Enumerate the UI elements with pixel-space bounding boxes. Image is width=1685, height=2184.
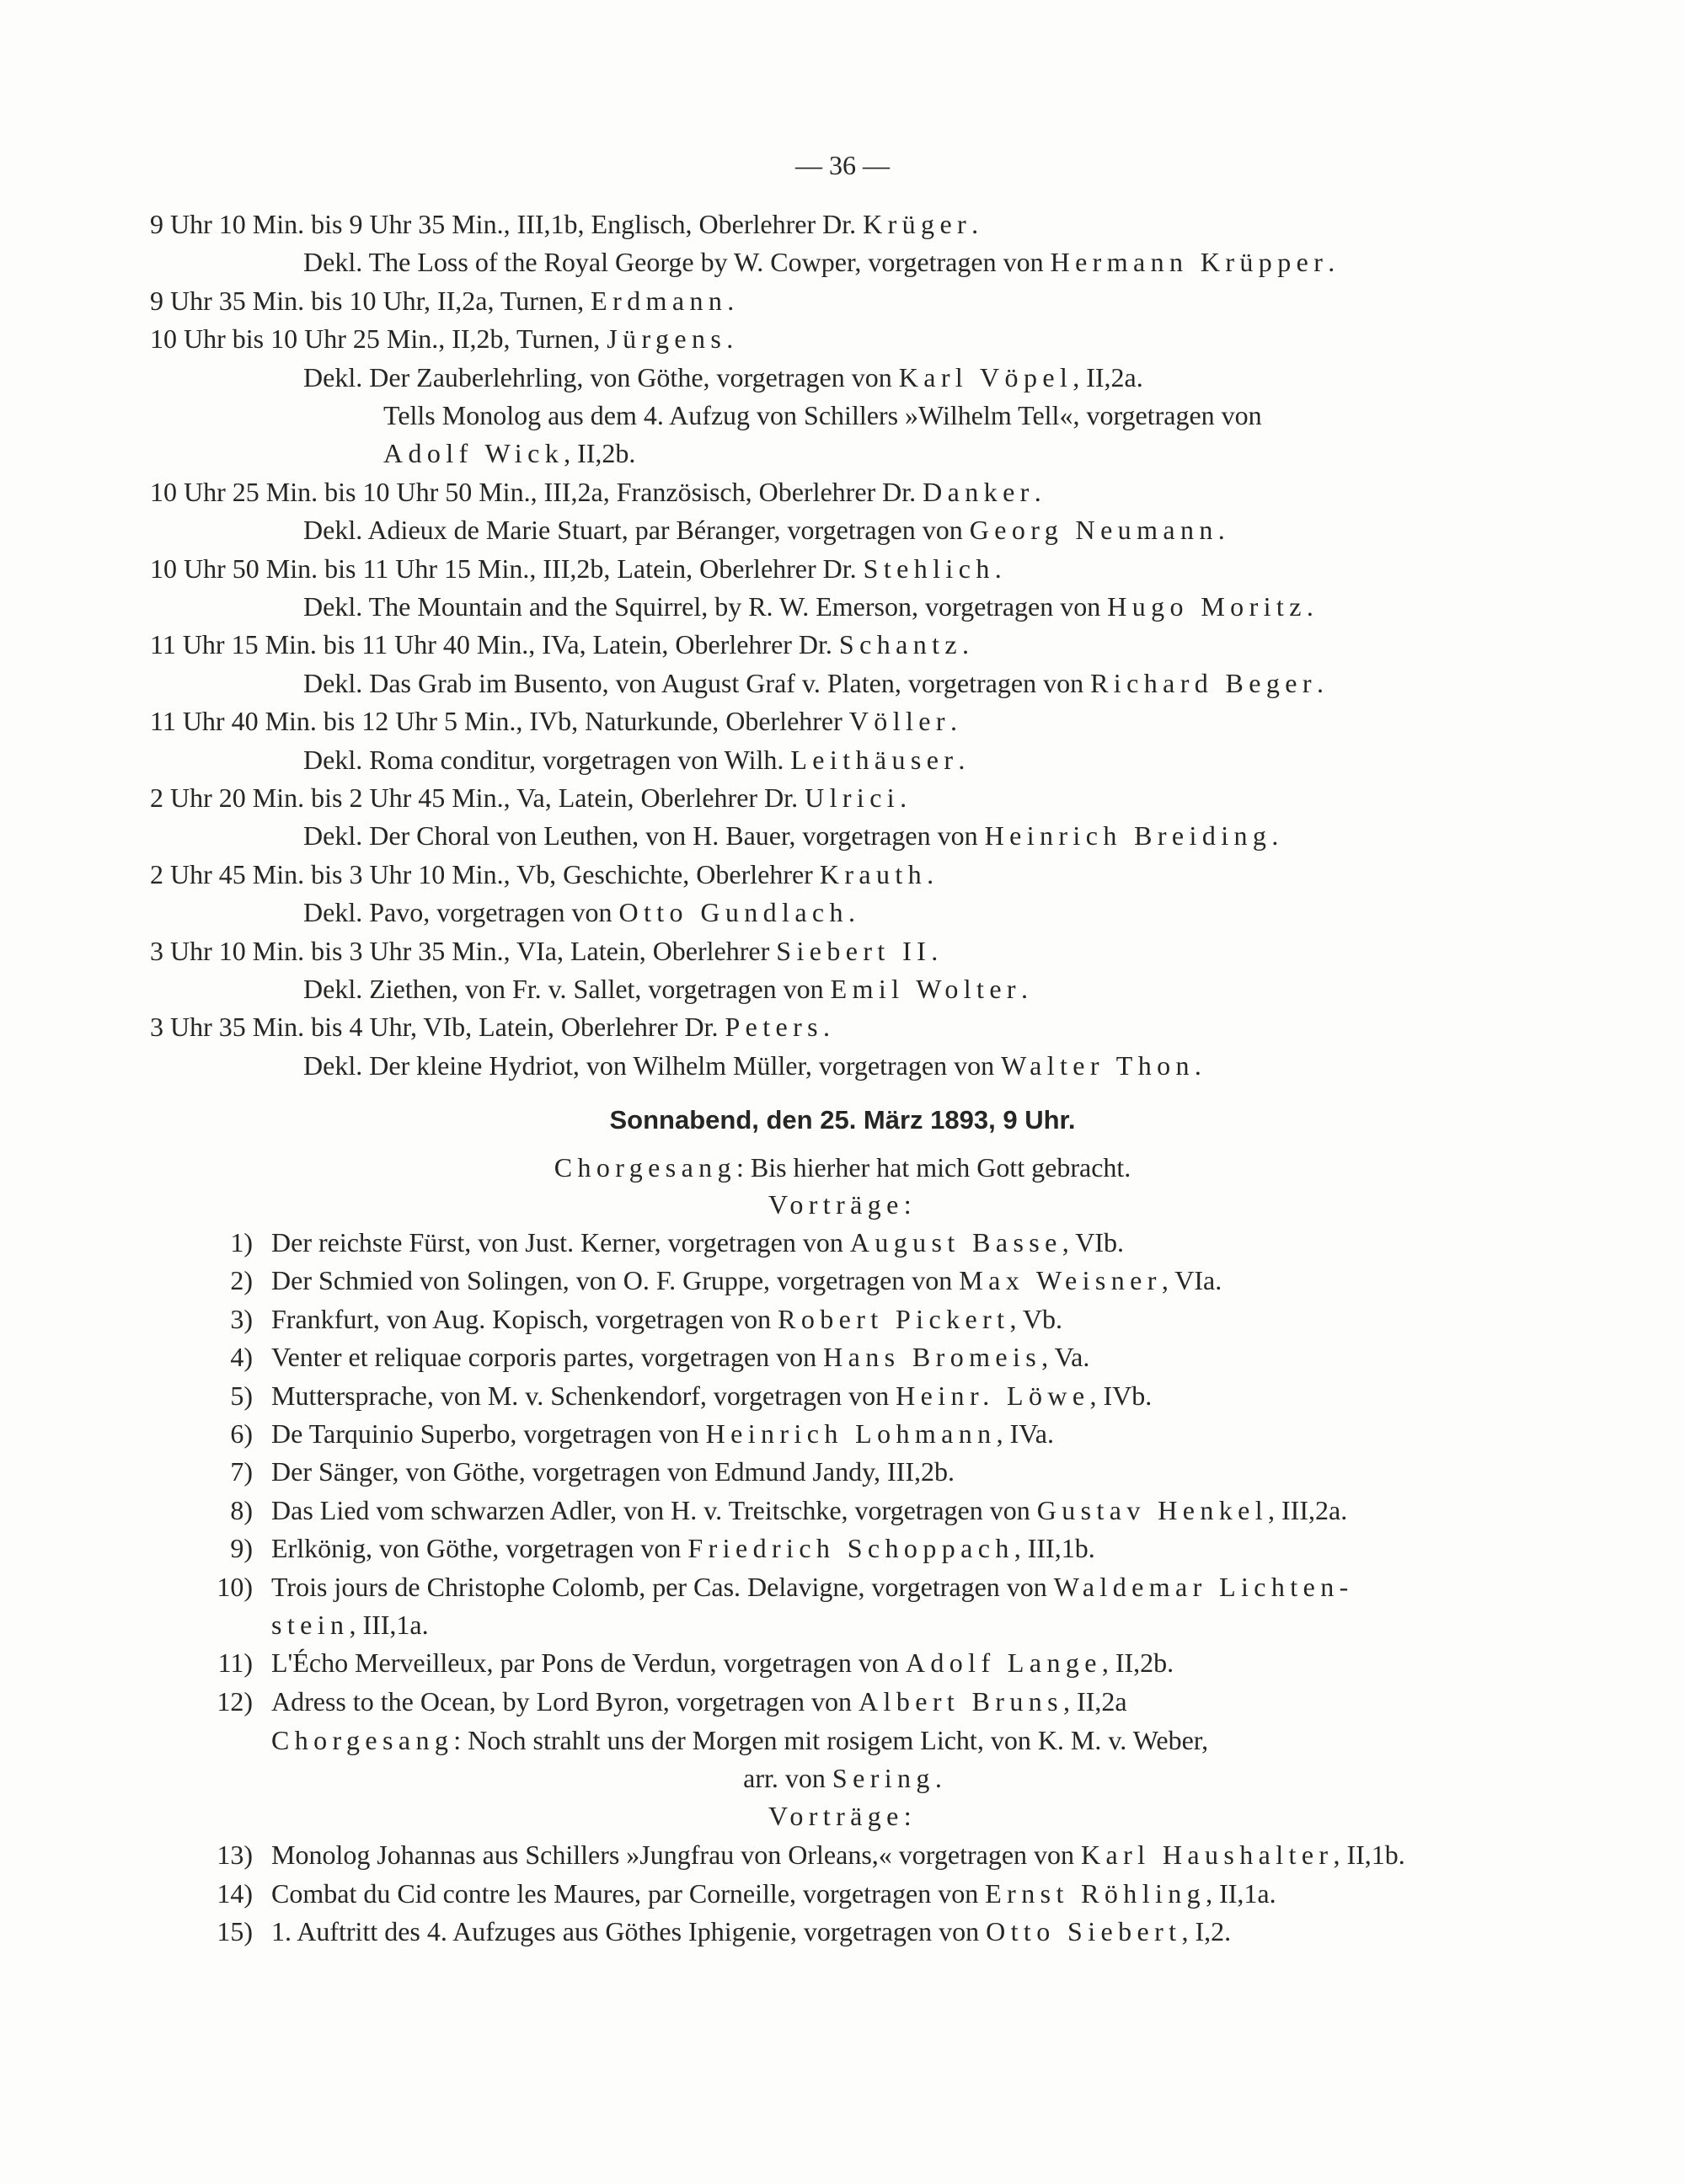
person-name: Heinrich Breiding: [984, 820, 1272, 851]
person-name: Friedrich Schoppach: [687, 1533, 1014, 1563]
text-segment: , II,1b.: [1333, 1840, 1405, 1870]
person-name: Albert Bruns: [859, 1686, 1064, 1717]
program-item: [271, 1573, 1354, 1600]
person-name: Peters: [725, 1012, 824, 1042]
person-name: Jürgens: [607, 323, 727, 354]
item-number: 13): [217, 1840, 253, 1870]
person-name: Siebert II: [776, 936, 932, 966]
person-name: Krauth: [819, 859, 928, 889]
declamation-line: [303, 1052, 1201, 1079]
text-segment: 3 Uhr 35 Min. bis 4 Uhr, VIb, Latein, Oberlehrer Dr.: [150, 1012, 725, 1042]
text-segment: Erlkönig, von Göthe, vorgetragen von: [271, 1533, 688, 1563]
declamation-line: [303, 248, 1335, 275]
text-segment: , VIb.: [1062, 1227, 1124, 1258]
item-number: 12): [217, 1686, 253, 1717]
arranger-name: Sering: [832, 1763, 935, 1793]
text-segment: Dekl. Der kleine Hydriot, von Wilhelm Müller, vorgetragen von: [303, 1050, 1002, 1081]
person-name: Stehlich: [863, 553, 995, 584]
person-name: Völler: [848, 706, 950, 736]
text-segment: , I,2.: [1181, 1916, 1232, 1946]
person-name: Ulrici: [805, 782, 901, 813]
person-name: Heinr. Löwe: [896, 1380, 1090, 1411]
text-segment: , IVa.: [996, 1418, 1054, 1449]
person-name: Otto Siebert: [986, 1916, 1182, 1946]
arr-prefix: arr. von: [743, 1763, 832, 1793]
program-item: [271, 1841, 1405, 1868]
person-name: Heinrich Lohmann: [705, 1418, 997, 1449]
text-segment: Muttersprache, von M. v. Schenkendorf, vorgetragen von: [271, 1380, 896, 1411]
person-name: Hermann Krüpper: [1050, 247, 1329, 277]
text-segment: , II,2b.: [564, 438, 636, 468]
schedule-slot: [150, 325, 733, 352]
text-segment: Das Lied vom schwarzen Adler, von H. v. Treitschke, vorgetragen von: [271, 1495, 1037, 1525]
schedule-slot: [150, 631, 969, 658]
text-segment: Trois jours de Christophe Colomb, per Cas. Delavigne, vorgetragen von: [271, 1572, 1054, 1602]
chorgesang-2-arrangement: [0, 1765, 1685, 1792]
text-segment: 9 Uhr 10 Min. bis 9 Uhr 35 Min., III,1b, Englisch, Oberlehrer Dr.: [150, 209, 864, 239]
declamation-line: [303, 670, 1324, 697]
text-segment: 10 Uhr bis 10 Uhr 25 Min., II,2b, Turnen,: [150, 323, 607, 354]
person-name: Hugo Moritz: [1107, 591, 1307, 622]
declamation-line: [303, 975, 1028, 1002]
item-number: 7): [230, 1456, 253, 1487]
program-item: [271, 1649, 1174, 1676]
schedule-slot: [150, 937, 938, 964]
declamation-line: [303, 822, 1278, 849]
person-name: Adolf Wick: [383, 438, 564, 468]
arr-end: .: [934, 1763, 942, 1793]
person-name: Ernst Röhling: [985, 1878, 1206, 1909]
text-segment: 11 Uhr 15 Min. bis 11 Uhr 40 Min., IVa, Latein, Oberlehrer Dr.: [150, 629, 839, 659]
text-segment: 1. Auftritt des 4. Aufzuges aus Göthes Iphigenie, vorgetragen von: [271, 1916, 987, 1946]
text-segment: .: [1328, 247, 1335, 277]
program-item: [271, 1229, 1124, 1256]
schedule-slot: [150, 708, 957, 734]
text-segment: Dekl. Pavo, vorgetragen von: [303, 897, 619, 927]
text-segment: Dekl. Adieux de Marie Stuart, par Béranger, vorgetragen von: [303, 515, 970, 545]
text-segment: .: [1034, 477, 1041, 507]
text-segment: 3 Uhr 10 Min. bis 3 Uhr 35 Min., VIa, Latein, Oberlehrer: [150, 936, 777, 966]
program-item: [271, 1611, 429, 1638]
text-segment: 10 Uhr 50 Min. bis 11 Uhr 15 Min., III,2b, Latein, Oberlehrer Dr.: [150, 553, 864, 584]
person-name: stein: [271, 1610, 350, 1640]
page-number: — 36 —: [795, 150, 890, 180]
text-segment: Der Sänger, von Göthe, vorgetragen von Edmund Jandy, III,2b.: [271, 1456, 955, 1487]
vortraege-label-1: Vorträge:: [768, 1189, 917, 1220]
program-item: [271, 1458, 955, 1485]
program-item: [271, 1497, 1347, 1524]
person-name: Karl Haushalter: [1081, 1840, 1334, 1870]
text-segment: Dekl. Der Zauberlehrling, von Göthe, vorgetragen von: [303, 362, 899, 392]
chorgesang-1-text: : Bis hierher hat mich Gott gebracht.: [736, 1152, 1131, 1183]
item-number: 1): [230, 1227, 253, 1258]
text-segment: .: [1217, 515, 1225, 545]
text-segment: , VIa.: [1161, 1265, 1222, 1295]
text-segment: Dekl. The Mountain and the Squirrel, by R. W. Emerson, vorgetragen von: [303, 591, 1108, 622]
text-segment: Dekl. Der Choral von Leuthen, von H. Bauer, vorgetragen von: [303, 820, 985, 851]
text-segment: Dekl. Roma conditur, vorgetragen von Wilh.: [303, 745, 791, 775]
text-segment: , III,1a.: [349, 1610, 429, 1640]
item-number: 15): [217, 1916, 253, 1946]
chorgesang-1: [0, 1154, 1685, 1181]
item-number: 8): [230, 1495, 253, 1525]
text-segment: L'Écho Merveilleux, par Pons de Verdun, vorgetragen von: [271, 1647, 906, 1678]
program-item: [271, 1343, 1089, 1370]
person-name: Robert Pickert: [778, 1304, 1010, 1334]
program-item: [271, 1420, 1054, 1447]
text-segment: De Tarquinio Superbo, vorgetragen von: [271, 1418, 706, 1449]
person-name: Krüger: [863, 209, 972, 239]
text-segment: .: [1306, 591, 1313, 622]
item-number: 3): [230, 1304, 253, 1334]
text-segment: , II,1a.: [1206, 1878, 1276, 1909]
text-segment: .: [927, 859, 934, 889]
declamation-line: [383, 440, 635, 467]
text-segment: Adress to the Ocean, by Lord Byron, vorgetragen von: [271, 1686, 859, 1717]
text-segment: , IVb.: [1089, 1380, 1153, 1411]
person-name: August Basse: [849, 1227, 1062, 1258]
schedule-slot: [150, 784, 907, 811]
text-segment: , Vb.: [1009, 1304, 1062, 1334]
text-segment: .: [931, 936, 939, 966]
person-name: Emil Wolter: [830, 974, 1021, 1004]
item-number: 14): [217, 1878, 253, 1909]
text-segment: Der Schmied von Solingen, von O. F. Gruppe, vorgetragen von: [271, 1265, 960, 1295]
text-segment: .: [900, 782, 907, 813]
person-name: Waldemar Lichten-: [1053, 1572, 1354, 1602]
declamation-line: [303, 516, 1225, 543]
text-segment: , Va.: [1041, 1342, 1090, 1372]
declamation-line: [303, 746, 965, 773]
person-name: Schantz: [838, 629, 963, 659]
chorgesang-2-text: : Noch strahlt uns der Morgen mit rosigem Licht, von K. M. v. Weber,: [453, 1725, 1209, 1755]
schedule-slot: [150, 555, 1002, 582]
text-segment: .: [1020, 974, 1028, 1004]
item-number: 5): [230, 1380, 253, 1411]
text-segment: .: [949, 706, 957, 736]
person-name: Karl Vöpel: [898, 362, 1073, 392]
program-item: [271, 1535, 1095, 1562]
text-segment: 10 Uhr 25 Min. bis 10 Uhr 50 Min., III,2a, Französisch, Oberlehrer Dr.: [150, 477, 923, 507]
person-name: Otto Gundlach: [618, 897, 848, 927]
text-segment: .: [994, 553, 1002, 584]
program-item: [271, 1688, 1127, 1715]
item-number: 6): [230, 1418, 253, 1449]
declamation-line: [303, 899, 855, 926]
text-segment: .: [971, 209, 979, 239]
text-segment: .: [1316, 668, 1324, 698]
chorgesang-2: [271, 1727, 1208, 1754]
text-segment: Dekl. The Loss of the Royal George by W. Cowper, vorgetragen von: [303, 247, 1051, 277]
item-number: 2): [230, 1265, 253, 1295]
schedule-slot: [150, 211, 978, 238]
text-segment: Frankfurt, von Aug. Kopisch, vorgetragen von: [271, 1304, 778, 1334]
text-segment: Der reichste Fürst, von Just. Kerner, vorgetragen von: [271, 1227, 850, 1258]
person-name: Max Weisner: [959, 1265, 1162, 1295]
person-name: Hans Bromeis: [823, 1342, 1042, 1372]
text-segment: .: [1271, 820, 1279, 851]
program-item: [271, 1918, 1231, 1945]
text-segment: .: [958, 745, 966, 775]
text-segment: , III,1b.: [1014, 1533, 1095, 1563]
text-segment: .: [727, 286, 735, 316]
text-segment: .: [848, 897, 855, 927]
person-name: Georg Neumann: [969, 515, 1218, 545]
text-segment: 2 Uhr 45 Min. bis 3 Uhr 10 Min., Vb, Geschichte, Oberlehrer: [150, 859, 820, 889]
schedule-slot: [150, 287, 734, 314]
declamation-line: [303, 593, 1313, 620]
section-heading: Sonnabend, den 25. März 1893, 9 Uhr.: [609, 1105, 1076, 1135]
person-name: Danker: [923, 477, 1035, 507]
schedule-slot: [150, 478, 1041, 505]
text-segment: Dekl. Das Grab im Busento, von August Graf v. Platen, vorgetragen von: [303, 668, 1091, 698]
item-number: 4): [230, 1342, 253, 1372]
text-segment: Combat du Cid contre les Maures, par Corneille, vorgetragen von: [271, 1878, 986, 1909]
text-segment: .: [962, 629, 970, 659]
text-segment: Monolog Johannas aus Schillers »Jungfrau von Orleans,« vorgetragen von: [271, 1840, 1082, 1870]
text-segment: .: [726, 323, 734, 354]
schedule-slot: [150, 861, 933, 888]
chorgesang-1-label: Chorgesang: [554, 1152, 736, 1183]
text-segment: , II,2a.: [1073, 362, 1143, 392]
text-segment: , II,2a: [1063, 1686, 1127, 1717]
schedule-slot: [150, 1013, 830, 1040]
vortraege-label-2: Vorträge:: [768, 1801, 917, 1831]
person-name: Richard Beger: [1090, 668, 1317, 698]
chorgesang-2-label: Chorgesang: [271, 1725, 454, 1755]
text-segment: , II,2b.: [1101, 1647, 1174, 1678]
text-segment: Dekl. Ziethen, von Fr. v. Sallet, vorgetragen von: [303, 974, 831, 1004]
item-number: 9): [230, 1533, 253, 1563]
person-name: Erdmann: [591, 286, 728, 316]
text-segment: .: [1194, 1050, 1201, 1081]
person-name: Gustav Henkel: [1036, 1495, 1269, 1525]
program-item: [271, 1382, 1152, 1409]
text-segment: , III,2a.: [1268, 1495, 1348, 1525]
text-segment: 11 Uhr 40 Min. bis 12 Uhr 5 Min., IVb, Naturkunde, Oberlehrer: [150, 706, 849, 736]
text-segment: 9 Uhr 35 Min. bis 10 Uhr, II,2a, Turnen,: [150, 286, 591, 316]
text-segment: Tells Monolog aus dem 4. Aufzug von Schillers »Wilhelm Tell«, vorgetragen von: [383, 400, 1262, 430]
person-name: Adolf Lange: [905, 1647, 1102, 1678]
declamation-line: [303, 364, 1143, 391]
item-number: 10): [217, 1572, 253, 1602]
program-item: [271, 1267, 1222, 1294]
item-number: 11): [217, 1647, 253, 1678]
declamation-line: [383, 402, 1262, 429]
person-name: Leithäuser: [790, 745, 959, 775]
text-segment: 2 Uhr 20 Min. bis 2 Uhr 45 Min., Va, Latein, Oberlehrer Dr.: [150, 782, 805, 813]
text-segment: Venter et reliquae corporis partes, vorgetragen von: [271, 1342, 824, 1372]
program-item: [271, 1880, 1276, 1907]
text-segment: .: [823, 1012, 831, 1042]
person-name: Walter Thon: [1001, 1050, 1195, 1081]
program-item: [271, 1306, 1062, 1332]
